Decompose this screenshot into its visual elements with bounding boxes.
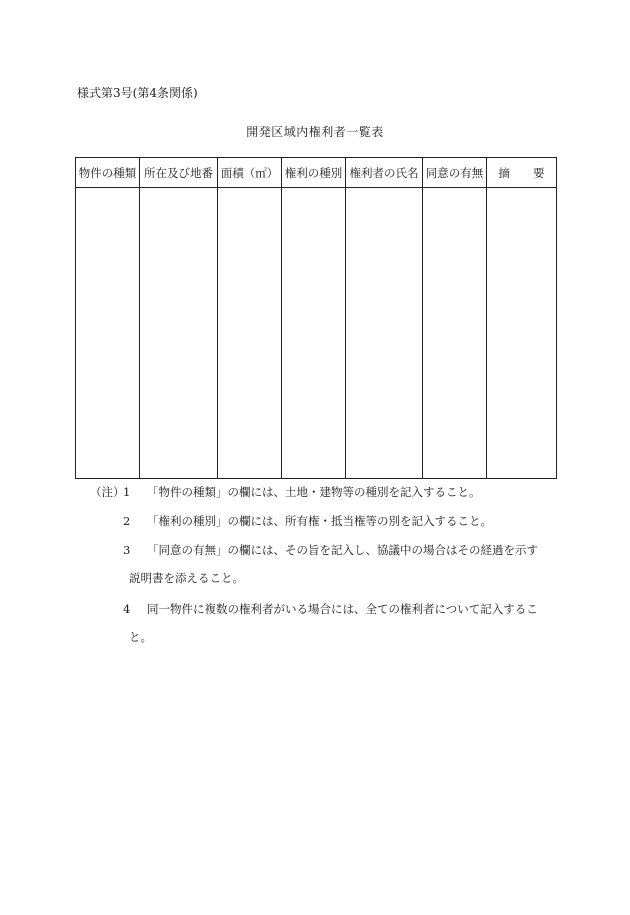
note-text: 「権利の種別」の欄には、所有権・抵当権等の別を記入すること。 bbox=[147, 514, 492, 528]
document-title: 開発区域内権利者一覧表 bbox=[246, 125, 384, 139]
cell-right-type[interactable] bbox=[282, 188, 346, 479]
note-text: 同一物件に複数の権利者がいる場合には、全ての権利者について記入するこ bbox=[147, 602, 538, 616]
note-text-continued: 説明書を添えること。 bbox=[129, 571, 244, 585]
header-area: 面積（㎡） bbox=[218, 158, 282, 188]
header-holder-name: 権利者の氏名 bbox=[346, 158, 423, 188]
note-number: 1 bbox=[123, 485, 131, 499]
header-property-type: 物件の種類 bbox=[76, 158, 140, 188]
cell-holder-name[interactable] bbox=[346, 188, 423, 479]
cell-property-type[interactable] bbox=[76, 188, 140, 479]
table-row bbox=[76, 188, 557, 479]
header-location-lot: 所在及び地番 bbox=[140, 158, 218, 188]
notes-prefix: （注） bbox=[90, 485, 125, 499]
header-right-type: 権利の種別 bbox=[282, 158, 346, 188]
cell-remarks[interactable] bbox=[487, 188, 557, 479]
header-consent: 同意の有無 bbox=[423, 158, 487, 188]
cell-area[interactable] bbox=[218, 188, 282, 479]
table-header-row bbox=[76, 158, 557, 188]
note-number: 2 bbox=[123, 514, 131, 528]
note-text: 「物件の種類」の欄には、土地・建物等の種別を記入すること。 bbox=[147, 485, 481, 499]
cell-consent[interactable] bbox=[423, 188, 487, 479]
header-remarks: 摘 要 bbox=[487, 158, 557, 188]
cell-location-lot[interactable] bbox=[140, 188, 218, 479]
note-number: 4 bbox=[123, 602, 131, 616]
form-number: 様式第3号(第4条関係) bbox=[77, 86, 198, 100]
note-text: 「同意の有無」の欄には、その旨を記入し、協議中の場合はその経過を示す bbox=[147, 543, 538, 557]
note-text-continued: と。 bbox=[129, 630, 152, 644]
note-number: 3 bbox=[123, 543, 131, 557]
rights-holder-table bbox=[75, 157, 557, 479]
